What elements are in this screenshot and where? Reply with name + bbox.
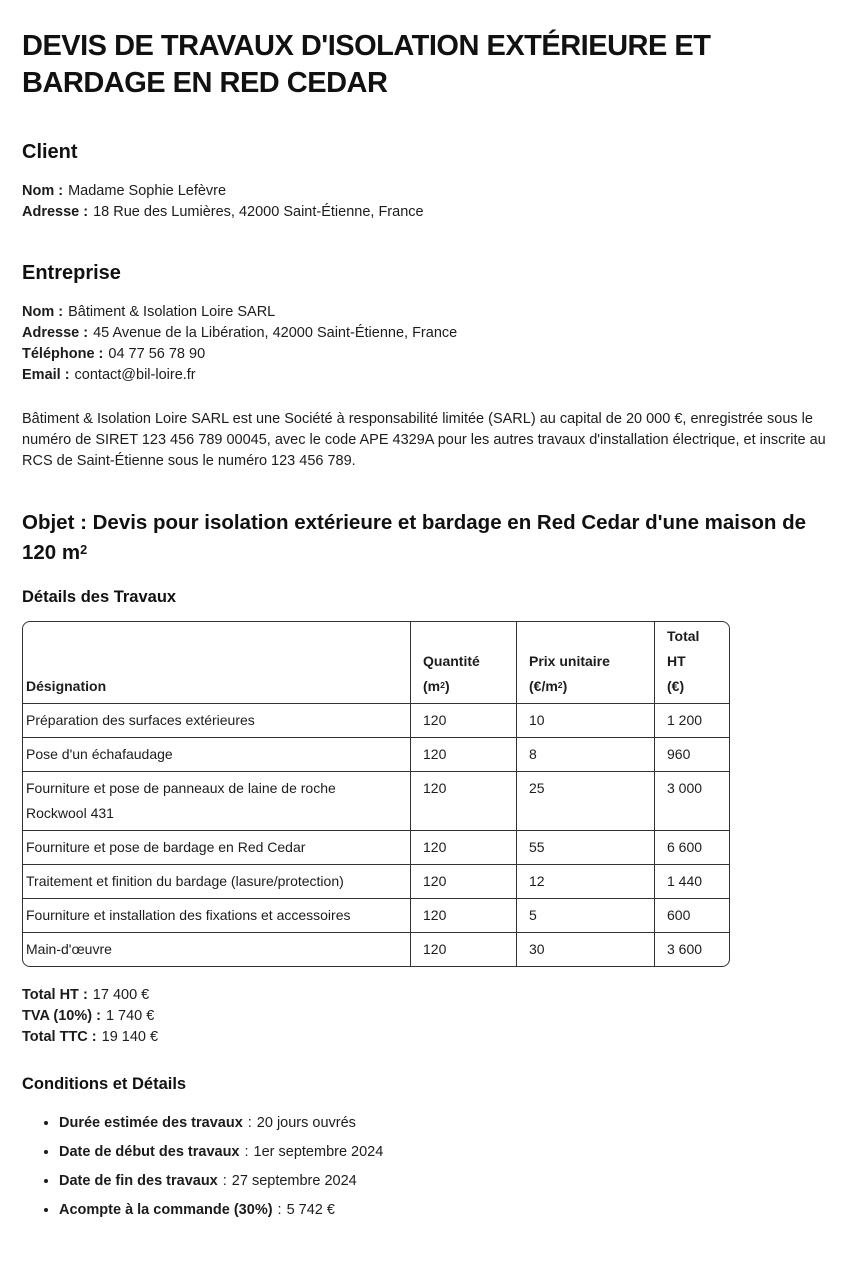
condition-label: Durée estimée des travaux bbox=[59, 1115, 243, 1131]
condition-label: Date de début des travaux bbox=[59, 1144, 240, 1160]
cell-designation: Préparation des surfaces extérieures bbox=[23, 704, 411, 738]
cell-designation: Fourniture et installation des fixations et accessoires bbox=[23, 899, 411, 933]
total-value: 19 140 € bbox=[101, 1029, 159, 1045]
client-fields bbox=[22, 181, 826, 223]
cell-designation: Pose d'un échafaudage bbox=[23, 738, 411, 772]
entreprise-fields bbox=[22, 302, 826, 386]
unit-superscript: 2 bbox=[440, 679, 445, 690]
cell-designation: Fourniture et pose de bardage en Red Cedar bbox=[23, 831, 411, 865]
conditions-heading: Conditions et Détails bbox=[22, 1075, 187, 1093]
details-heading: Détails des Travaux bbox=[22, 588, 177, 606]
objet-text: Objet : Devis pour isolation extérieure et bardage en Red Cedar d'une maison de 120 m bbox=[22, 511, 807, 564]
client-field bbox=[22, 202, 826, 223]
table-row bbox=[23, 865, 729, 899]
condition-item bbox=[59, 1142, 826, 1163]
table-header-row bbox=[23, 622, 729, 704]
cell-total-ht: 1 440 bbox=[655, 865, 729, 899]
field-label: Email : bbox=[22, 367, 70, 383]
cell-quantity: 120 bbox=[411, 933, 517, 966]
field-label: Nom : bbox=[22, 183, 64, 199]
table-row bbox=[23, 772, 729, 831]
entreprise-field bbox=[22, 302, 826, 323]
cell-quantity: 120 bbox=[411, 738, 517, 772]
field-value: 45 Avenue de la Libération, 42000 Saint-Étienne, France bbox=[93, 325, 458, 341]
cell-quantity: 120 bbox=[411, 772, 517, 831]
condition-label: Date de fin des travaux bbox=[59, 1173, 218, 1189]
cell-quantity: 120 bbox=[411, 865, 517, 899]
entreprise-field bbox=[22, 365, 826, 386]
entreprise-heading: Entreprise bbox=[22, 262, 121, 284]
table-row bbox=[23, 704, 729, 738]
cell-unit-price: 25 bbox=[517, 772, 655, 831]
total-label: Total TTC : bbox=[22, 1029, 97, 1045]
field-label: Adresse : bbox=[22, 204, 89, 220]
condition-separator: : bbox=[244, 1144, 249, 1160]
field-value: contact@bil-loire.fr bbox=[74, 367, 196, 383]
cell-unit-price: 10 bbox=[517, 704, 655, 738]
total-line bbox=[22, 985, 826, 1006]
cell-designation: Main-d'œuvre bbox=[23, 933, 411, 966]
table-row bbox=[23, 933, 729, 966]
condition-label: Acompte à la commande (30%) bbox=[59, 1202, 273, 1218]
client-heading: Client bbox=[22, 141, 78, 163]
col-header-quantity: Quantité $(m^2)$ bbox=[411, 622, 517, 704]
entreprise-field bbox=[22, 323, 826, 344]
cell-quantity: 120 bbox=[411, 899, 517, 933]
cell-unit-price: 55 bbox=[517, 831, 655, 865]
condition-item bbox=[59, 1171, 826, 1192]
condition-value: 20 jours ouvrés bbox=[256, 1115, 356, 1131]
condition-separator: : bbox=[222, 1173, 227, 1189]
condition-item bbox=[59, 1200, 826, 1221]
total-value: 1 740 € bbox=[105, 1008, 155, 1024]
company-description: Bâtiment & Isolation Loire SARL est une Société à responsabilité limitée (SARL) au capital de 20 000 €, enregistrée sous le numéro de SIRET 123 456 789 00045, avec le code APE 4329A pour les autres travaux d'installation électrique, et inscrite au RCS de Saint-Étienne sous le numéro 123 456 789. bbox=[22, 411, 826, 469]
cell-total-ht: 3 000 bbox=[655, 772, 729, 831]
table-row bbox=[23, 899, 729, 933]
cell-quantity: 120 bbox=[411, 704, 517, 738]
field-label: Nom : bbox=[22, 304, 64, 320]
unit-superscript: 2 bbox=[557, 679, 563, 690]
field-value: Madame Sophie Lefèvre bbox=[68, 183, 227, 199]
field-label: Téléphone : bbox=[22, 346, 104, 362]
field-label: Adresse : bbox=[22, 325, 89, 341]
cell-total-ht: 600 bbox=[655, 899, 729, 933]
cell-designation: Traitement et finition du bardage (lasure/protection) bbox=[23, 865, 411, 899]
col-header-unit-price: Prix unitaire $(€/m^2)$ bbox=[517, 622, 655, 704]
cell-unit-price: 12 bbox=[517, 865, 655, 899]
total-label: TVA (10%) : bbox=[22, 1008, 101, 1024]
cell-unit-price: 5 bbox=[517, 899, 655, 933]
works-table bbox=[22, 621, 730, 967]
field-value: Bâtiment & Isolation Loire SARL bbox=[68, 304, 276, 320]
total-line bbox=[22, 1006, 826, 1027]
cell-total-ht: 6 600 bbox=[655, 831, 729, 865]
total-line bbox=[22, 1027, 826, 1048]
condition-separator: : bbox=[247, 1115, 252, 1131]
cell-unit-price: 8 bbox=[517, 738, 655, 772]
col-header-designation: Désignation bbox=[23, 622, 411, 704]
condition-item bbox=[59, 1113, 826, 1134]
field-value: 04 77 56 78 90 bbox=[108, 346, 206, 362]
field-value: 18 Rue des Lumières, 42000 Saint-Étienne, France bbox=[93, 204, 424, 220]
condition-separator: : bbox=[277, 1202, 282, 1218]
cell-total-ht: 3 600 bbox=[667, 941, 703, 957]
total-value: 17 400 € bbox=[92, 987, 150, 1003]
conditions-list bbox=[22, 1113, 826, 1221]
cell-unit-price: 30 bbox=[517, 933, 655, 966]
col-header-total-ht: Total HT (€) bbox=[655, 622, 729, 704]
cell-total-ht: 960 bbox=[655, 738, 729, 772]
table-row bbox=[23, 738, 729, 772]
objet-superscript: 2 bbox=[80, 541, 88, 557]
totals-block bbox=[22, 985, 826, 1048]
cell-designation: Fourniture et pose de panneaux de laine de roche Rockwool 431 bbox=[23, 772, 411, 831]
condition-value: 27 septembre 2024 bbox=[231, 1173, 357, 1189]
cell-quantity: 120 bbox=[411, 831, 517, 865]
page-title: DEVIS DE TRAVAUX D'ISOLATION EXTÉRIEURE ET BARDAGE EN RED CEDAR bbox=[22, 30, 711, 99]
condition-value: 1er septembre 2024 bbox=[253, 1144, 384, 1160]
total-label: Total HT : bbox=[22, 987, 88, 1003]
entreprise-field bbox=[22, 344, 826, 365]
cell-total-ht: 1 200 bbox=[655, 704, 729, 738]
objet-heading bbox=[22, 508, 826, 568]
condition-value: 5 742 € bbox=[286, 1202, 335, 1218]
table-row bbox=[23, 831, 729, 865]
client-field bbox=[22, 181, 826, 202]
